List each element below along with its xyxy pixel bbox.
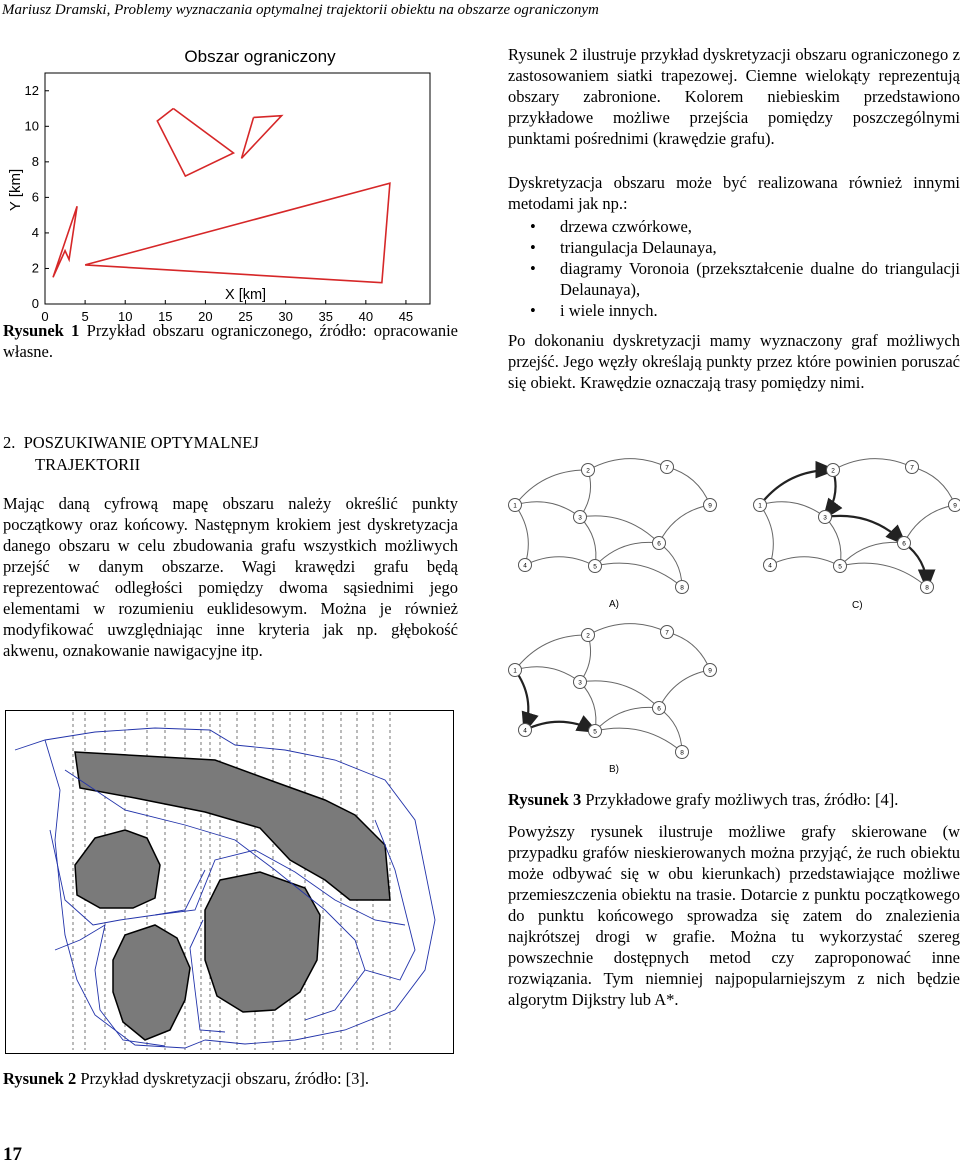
x-tick-label: 35 (318, 309, 333, 324)
graph-node-label: 1 (513, 502, 517, 510)
graph-node-label: 5 (593, 563, 597, 571)
graph-edge (904, 502, 957, 543)
graph-edge (515, 667, 580, 682)
x-tick-label: 15 (158, 309, 173, 324)
graph-edge (595, 542, 659, 566)
graph-edge (578, 514, 596, 566)
polygon-series-3 (53, 206, 77, 277)
graph-node-label: 7 (665, 629, 669, 637)
section-title-2: TRAJEKTORII (35, 455, 141, 474)
graph-node-label: 3 (578, 679, 582, 687)
graph-node-label: 5 (838, 563, 842, 571)
left-paragraph: Mając daną cyfrową mapę obszaru należy określić punkty początkowy oraz końcowy. Następnym krokiem jest dyskretyzacja danego obszaru w celu zbudowania grafu wszystkich możliwych przejść w danym obszarze. Wagi krawędzi grafu będą reprezentować odległości pomiędzy dwoma sąsiednimi jego elementami w rozumieniu euklidesowym. Można je również modyfikować uwzględniając inne kryteria jak np. głębokość akwenu, oznakowanie nawigacyjne itp. (3, 494, 458, 660)
graph-edge (578, 679, 596, 731)
graph-edge (770, 557, 840, 566)
graph-node-label: 3 (823, 514, 827, 522)
label-b: B) (609, 764, 619, 775)
graph-edge (823, 514, 841, 566)
x-tick-label: 0 (41, 309, 49, 324)
right-paragraph-4: Powyższy rysunek ilustruje możliwe grafy skierowane (w przypadku grafów nieskierowanych można przyjąć, że ruch obiektu może odbywać się w obu kierunkach) przedstawiające możliwe przemieszczenia obiektu na trasie. Dotarcie z punktu początkowego do punktu końcowego sprowadza się zatem do znalezienia najkrótszej drogi w grafie. Można tu wykorzystać szereg powszechnie dostępnych metod czy zaproponować inne rozwiązania. Tym niemniej najpopularniejszym z nich będzie algorytm Dijkstry lub A*. (508, 822, 960, 1009)
figure-3-caption-text: Przykładowe grafy możliwych tras, źródło: [4]. (581, 790, 899, 809)
graph-c (754, 459, 960, 594)
graph-edge (665, 629, 710, 670)
page-number: 17 (3, 1144, 22, 1165)
graph-edge (595, 707, 659, 731)
polygon-series-1 (157, 109, 233, 177)
graph-edge (657, 705, 682, 752)
graph-edge (840, 542, 904, 566)
graph-node-label: 6 (902, 540, 906, 548)
path-edge (513, 667, 528, 730)
y-tick-label: 6 (31, 189, 39, 205)
graph-node-label: 5 (593, 728, 597, 736)
y-tick-label: 10 (24, 118, 39, 134)
label-a: A) (609, 599, 619, 610)
figure-2-caption-label: Rysunek 2 (3, 1069, 77, 1088)
graph-node-label: 8 (680, 584, 684, 592)
x-tick-label: 40 (358, 309, 374, 324)
method-item: • diagramy Voronoia (przekształcenie dualne do triangulacji Delaunaya), (508, 258, 960, 300)
graph-node-label: 3 (578, 514, 582, 522)
graph-edge (580, 632, 591, 682)
graph-node-label: 2 (586, 632, 590, 640)
method-item: • triangulacja Delaunaya, (508, 237, 960, 258)
chart-title: Obszar ograniczony (184, 47, 336, 66)
method-item: • drzewa czwórkowe, (508, 216, 960, 237)
x-axis-label: X [km] (225, 287, 267, 303)
graph-node-label: 6 (657, 705, 661, 713)
graph-edge (515, 502, 580, 517)
y-axis-label: Y [km] (7, 168, 24, 212)
graph-node-label: 2 (831, 467, 835, 475)
path-edge (525, 722, 595, 731)
graph-edge (833, 459, 912, 470)
graph-edge (588, 459, 667, 470)
figure-2-caption-text: Przykład dyskretyzacji obszaru, źródło: [3]. (76, 1069, 370, 1088)
path-edge (825, 516, 904, 543)
y-tick-label: 0 (31, 296, 39, 311)
graph-edge (758, 502, 773, 565)
graph-edge (580, 681, 659, 708)
figure-1-chart (0, 40, 470, 324)
x-tick-label: 5 (81, 309, 89, 324)
graph-node-label: 8 (925, 584, 929, 592)
graph-edge (588, 624, 667, 635)
figure-2-discretization (5, 710, 455, 1055)
figure-1-caption-label: Rysunek 1 (3, 321, 80, 340)
y-tick-label: 8 (31, 153, 39, 169)
graph-node-label: 9 (953, 502, 957, 510)
graph-node-label: 1 (513, 667, 517, 675)
graph-edge (513, 502, 528, 565)
y-tick-label: 4 (31, 224, 39, 240)
section-title-1: POSZUKIWANIE OPTYMALNEJ (23, 433, 259, 452)
graph-edge (595, 563, 682, 587)
graph-node-label: 2 (586, 467, 590, 475)
graph-node-label: 4 (523, 562, 527, 570)
restricted-polygons (53, 109, 390, 283)
right-paragraph-3: Po dokonaniu dyskretyzacji mamy wyznaczony graf możliwych przejść. Jego węzły określają punkty przez które powinien poruszać się obiekt. Krawędzie oznaczają trasy pomiędzy nimi. (508, 331, 960, 392)
graph-edge (515, 467, 590, 505)
graph-edge (840, 563, 927, 587)
polygon-series-2 (242, 116, 282, 159)
graph-node-label: 8 (680, 749, 684, 757)
graph-edge (910, 464, 955, 505)
figure-1-caption-text: Przykład obszaru ograniczonego, źródło: opracowanie własne. (3, 321, 458, 361)
graph-edge (580, 467, 591, 517)
section-heading (3, 432, 259, 476)
graph-edge (515, 632, 590, 670)
x-tick-label: 45 (398, 309, 414, 324)
graph-edge (580, 516, 659, 543)
graph-edge (595, 728, 682, 752)
polygon-series-4 (85, 183, 390, 283)
figure-3-caption (508, 789, 898, 810)
graph-node-label: 9 (708, 502, 712, 510)
graph-b (509, 624, 717, 759)
section-number: 2. (3, 433, 16, 452)
graph-node-label: 1 (758, 502, 762, 510)
path-edge (902, 540, 927, 587)
graph-edge (657, 540, 682, 587)
graph-edge (760, 502, 825, 517)
graph-node-label: 7 (665, 464, 669, 472)
graph-edge (659, 502, 712, 543)
x-tick-label: 20 (198, 309, 213, 324)
graph-node-label: 4 (768, 562, 772, 570)
graph-node-label: 7 (910, 464, 914, 472)
graph-edge (659, 667, 712, 708)
graph-edge (760, 467, 835, 505)
right-paragraph-2: Dyskretyzacja obszaru może być realizowana również innymi metodami jak np.: (508, 173, 960, 213)
label-c: C) (852, 600, 863, 611)
figure-3-caption-label: Rysunek 3 (508, 790, 582, 809)
running-header: Mariusz Dramski, Problemy wyznaczania optymalnej trajektorii obiektu na obszarze ograniczonym (2, 2, 599, 18)
right-paragraph-1: Rysunek 2 ilustruje przykład dyskretyzacji obszaru ograniczonego z zastosowaniem siatki trapezowej. Ciemne wielokąty reprezentują obszary zabronione. Kolorem niebieskim przedstawiono przykładowe możliwe przejścia pomiędzy poszczególnymi punktami pośrednimi (krawędzie grafu). (508, 45, 960, 148)
figure-2-caption (3, 1068, 369, 1089)
path-edge (825, 467, 836, 517)
method-list (508, 216, 960, 321)
method-item: • i wiele innych. (508, 300, 960, 321)
figure-3-graphs (495, 450, 960, 780)
graph-node-label: 6 (657, 540, 661, 548)
y-tick-label: 2 (31, 260, 39, 276)
graph-a (509, 459, 717, 594)
graph-edge (665, 464, 710, 505)
graph-node-label: 9 (708, 667, 712, 675)
y-tick-label: 12 (24, 82, 39, 98)
graph-node-label: 4 (523, 727, 527, 735)
x-tick-label: 25 (238, 309, 253, 324)
x-tick-label: 30 (278, 309, 293, 324)
path-edge (760, 467, 835, 505)
figure-1-caption (3, 320, 458, 362)
x-tick-label: 10 (117, 309, 133, 324)
graph-edge (525, 557, 595, 566)
